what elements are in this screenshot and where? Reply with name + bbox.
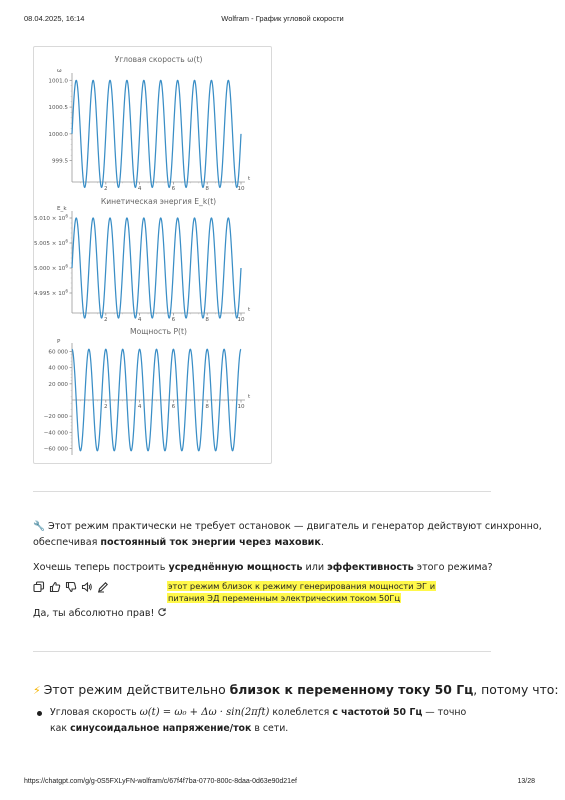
heading-part: Этот режим действительно [43,682,230,697]
x-tick-label: 8 [205,317,209,323]
heading-bold: близок к переменному току 50 Гц [229,682,474,697]
paragraph-text: Этот режим практически не требует остановок — двигатель и генератор действуют синхронно, [48,521,542,532]
series-line [72,80,241,187]
list-bold: синусоидальное напряжение/ток [70,723,252,734]
x-tick-label: 10 [237,317,245,323]
x-tick-label: 6 [171,404,176,410]
x-tick-label: 4 [137,317,142,323]
question-bold: усреднённую мощность [168,562,303,573]
y-tick-label: −20 000 [43,414,68,421]
y-tick-label: 1000.5 [48,105,68,112]
lightning-icon: ⚡ [33,684,41,697]
thumbs-up-icon[interactable] [49,581,61,593]
print-page-number: 13/28 [517,778,535,785]
y-tick-label: $5.005 \times 10^6$ [34,238,68,247]
y-tick-label: $5.000 \times 10^6$ [34,263,68,272]
regenerate-icon[interactable] [157,607,167,617]
reply-text [33,606,167,622]
question-part: или [302,562,328,573]
y-tick-label: −40 000 [43,430,68,437]
message-actions [33,581,109,593]
paragraph-bold: постоянный ток энергии через маховик [100,537,321,548]
question-text [33,560,493,576]
x-tick-label: 8 [205,404,209,410]
x-tick-label: 10 [237,404,245,410]
bullet-dot [36,710,43,717]
list-text: — точно [422,707,467,718]
question-part: этого режима? [413,562,493,573]
divider [33,491,491,492]
print-title: Wolfram - График угловой скорости [221,14,344,23]
chart-title: Угловая скорость ω(t) [114,55,203,64]
paragraph-text: . [320,537,324,548]
y-tick-label: 20 000 [48,381,68,388]
y-tick-label: −60 000 [43,446,68,453]
x-tick-label: 2 [104,317,108,323]
x-tick-label: 10 [237,186,245,192]
chart-title: Кинетическая энергия E_k(t) [100,197,217,206]
chart-title: Мощность P(t) [130,327,187,336]
x-axis-label: t [248,394,251,400]
question-bold: эффективность [327,562,414,573]
x-axis-label: t [248,176,251,182]
x-axis-label: t [248,307,251,313]
heading-part: , потому что: [473,682,559,697]
y-axis-label: P [57,339,61,345]
x-tick-label: 4 [137,186,142,192]
y-axis-label: ω [57,68,62,74]
x-tick-label: 6 [171,186,176,192]
print-datetime: 08.04.2025, 16:14 [24,14,85,23]
list-item [50,705,470,737]
y-tick-label: 40 000 [48,365,68,372]
x-tick-label: 2 [104,404,108,410]
user-annotation [167,580,460,604]
section-heading [33,682,559,697]
list-text: Угловая скорость [50,707,140,718]
y-axis-label: E_k [57,206,67,212]
x-tick-label: 6 [171,317,176,323]
series-line [72,218,241,318]
y-tick-label: $4.995 \times 10^6$ [34,288,68,297]
x-tick-label: 4 [137,404,142,410]
plot-panel [33,46,272,464]
y-tick-label: 1001.0 [48,78,68,85]
edit-icon[interactable] [97,581,109,593]
print-url: https://chatgpt.com/g/g-0S5FXLyFN-wolfram/c/67f4f7ba-0770-800c-8daa-0d63e90d21ef [24,778,297,785]
x-tick-label: 8 [205,186,209,192]
formula: ω(t) = ω₀ + Δω · sin(2πft) [139,707,270,718]
plots-svg [34,47,271,463]
question-part: Хочешь теперь построить [33,562,169,573]
list-text: как [50,723,71,734]
thumbs-down-icon[interactable] [65,581,77,593]
paragraph-sync [33,519,542,551]
y-tick-label: 1000.0 [48,131,68,138]
paragraph-text: обеспечивая [33,537,101,548]
copy-icon[interactable] [33,581,45,593]
divider [33,651,491,652]
x-tick-label: 2 [104,186,108,192]
reply-line: Да, ты абсолютно прав! [33,608,155,619]
list-text: колеблется [269,707,333,718]
list-text: в сети. [251,723,289,734]
annotation-text: этот режим близок к режиму генерирования мощности ЭГ и питания ЭД переменным электрическим током 50Гц [168,581,436,603]
list-bold: с частотой 50 Гц [332,707,423,718]
speaker-icon[interactable] [81,581,93,593]
y-tick-label: 60 000 [48,349,68,356]
wrench-icon: 🔧 [33,521,45,532]
y-tick-label: $5.010 \times 10^6$ [34,213,68,222]
y-tick-label: 999.5 [51,158,68,165]
